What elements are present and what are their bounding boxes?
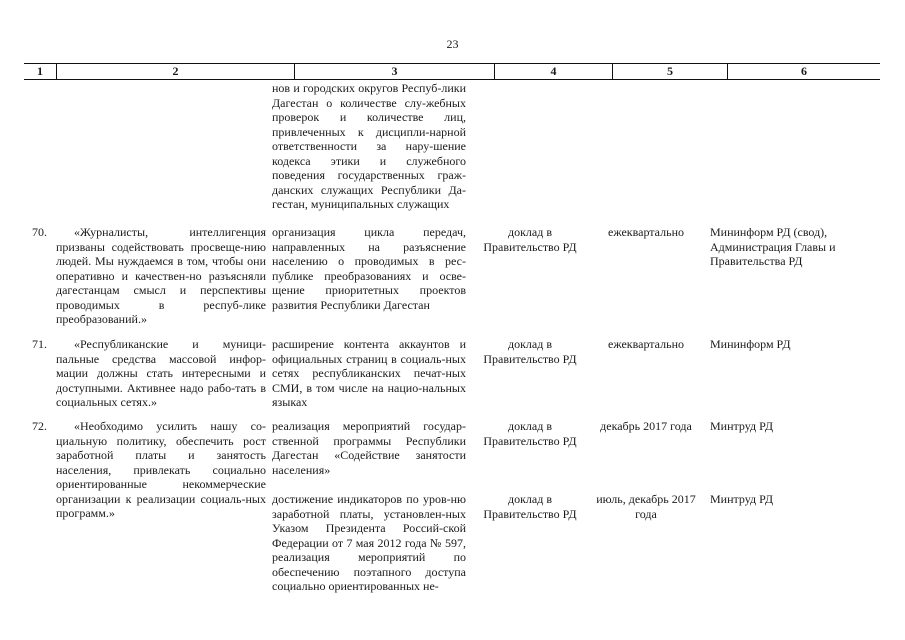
row-measure: реализация мероприятий государ-ственной программы Республики Дагестан «Содействие занятости населения»	[272, 419, 466, 477]
header-col-2: 2	[56, 64, 294, 79]
row-responsible: Мининформ РД (свод), Администрация Главы и Правительства РД	[710, 225, 836, 268]
table-header	[24, 63, 880, 80]
row-responsible: Минтруд РД	[710, 492, 774, 506]
row-quote: «Необходимо усилить нашу со-циальную политику, обеспечить рост заработной платы и занятость населения, привлекать социально ориентированные некоммерческие организации к реализации социаль-ных программ.»	[56, 419, 266, 520]
header-col-5: 5	[612, 64, 727, 79]
header-col-6: 6	[727, 64, 880, 79]
row-quote: «Журналисты, интеллигенция призваны содействовать просвеще-нию людей. Мы нуждаемся в том, чтобы они оперативно и качествен-но разъясняли дагестанцам смысл и перспективы проводимых в респуб-лике преобразований.»	[56, 225, 266, 326]
row-period: ежеквартально	[608, 337, 684, 351]
row-number: 71.	[32, 337, 47, 351]
row-report: доклад в Правительство РД	[483, 492, 577, 521]
row-responsible: Мининформ РД	[710, 337, 791, 351]
row-period: ежеквартально	[608, 225, 684, 239]
row-period: декабрь 2017 года	[600, 419, 692, 433]
page-number: 23	[446, 37, 459, 51]
row-measure: расширение контента аккаунтов и официальных страниц в социаль-ных сетях республиканских печат-ных СМИ, в том числе на нацио-нальных языках	[272, 337, 466, 409]
row-number: 70.	[32, 225, 47, 239]
row-measure: организация цикла передач, направленных на разъяснение населению о проводимых в рес-публике преобразованиях и осве-щение приоритетных проектов развития Республики Дагестан	[272, 225, 466, 312]
header-col-1: 1	[37, 64, 43, 78]
header-col-4: 4	[494, 64, 612, 79]
row-report: доклад в Правительство РД	[483, 225, 577, 254]
header-col-3: 3	[294, 64, 494, 79]
row-report: доклад в Правительство РД	[483, 419, 577, 448]
continuation-measure: нов и городских округов Респуб-лики Дагестан о количестве слу-жебных проверок и количестве лиц, привлеченных к дисципли-нарной ответственности за нару-шение кодекса этики и служебного поведения государственных граж-данских служащих Республики Да-гестан, муниципальных служащих	[272, 81, 466, 211]
row-report: доклад в Правительство РД	[483, 337, 577, 366]
row-measure: достижение индикаторов по уров-ню заработной платы, установлен-ных Указом Президента Россий-ской Федерации от 7 мая 2012 года № 597, реализация мероприятий по обеспечению поэтапного доступа социально ориентированных не-	[272, 492, 466, 593]
row-number: 72.	[32, 419, 47, 433]
row-period: июль, декабрь 2017 года	[596, 492, 696, 521]
row-responsible: Минтруд РД	[710, 419, 774, 433]
row-quote: «Республиканские и муници-пальные средства массовой инфор-мации должны стать интересными и доступными. Активнее надо рабо-тать в социальных сетях.»	[56, 337, 266, 409]
